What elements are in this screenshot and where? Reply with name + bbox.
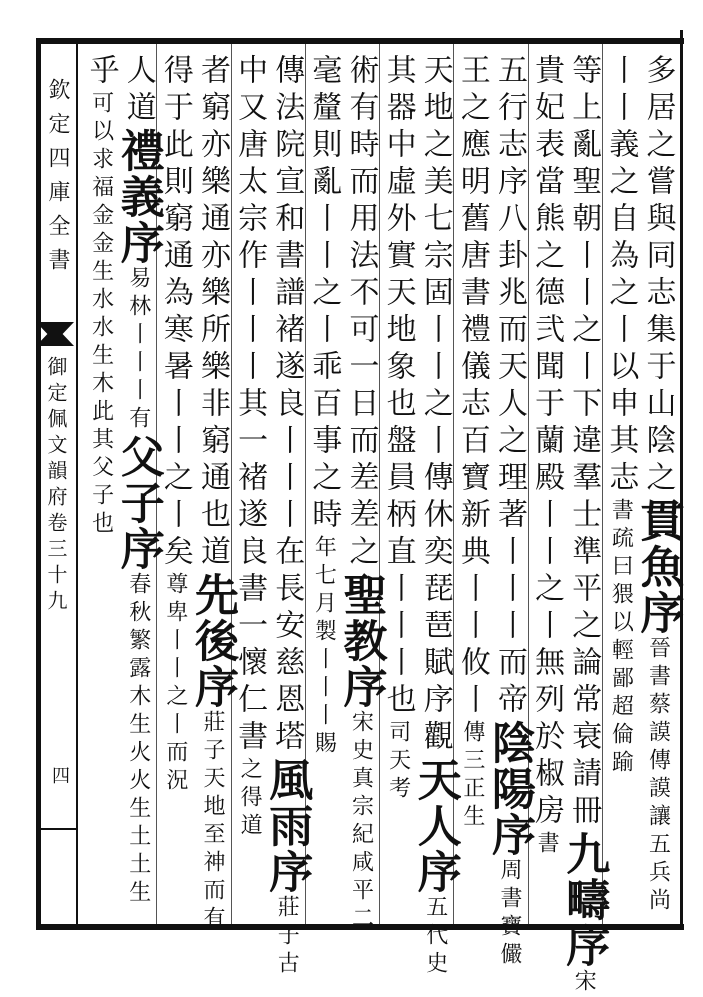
body-text: 得于此則窮通為寒暑丨丨之丨矣 (157, 54, 193, 572)
citation-note: 傳三正生 (459, 720, 485, 832)
entry-heading: 風雨序 (261, 757, 313, 895)
body-text: 多居之嘗與同志集于山陰之 (640, 54, 676, 498)
entry-heading: 先後序 (186, 572, 238, 710)
fish-tail-mark-icon (36, 322, 74, 346)
entry-heading: 九疇序 (558, 831, 610, 969)
body-text: 丨丨義之自為之丨以申其志 (603, 54, 639, 498)
entry-heading: 天人序 (409, 757, 461, 895)
body-text: 五行志序八卦兆而天人之理著丨丨丨而帝 (491, 54, 527, 720)
margin-page-rule (36, 828, 76, 830)
citation-note: 周書寶儼 (496, 858, 522, 970)
citation-note: 宋史真宗紀咸平二 (348, 710, 374, 934)
body-text: 乎 (83, 54, 119, 91)
margin-page-number: 四 (49, 766, 70, 784)
body-text: 貴妃表當熊之德弐聞于蘭殿丨丨之丨無列於椒房 (529, 54, 565, 831)
body-text: 者窮亦樂通亦樂所樂非窮通也道 (194, 54, 230, 572)
citation-note: 五代史 (422, 895, 448, 979)
citation-note: 莊子天地至神而有 (199, 710, 225, 934)
entry-heading: 貫魚序 (632, 498, 684, 636)
citation-note: 尊卑丨丨之丨而況 (162, 572, 188, 796)
citation-note: 之得道 (237, 757, 263, 841)
body-text: 其器中虛外實天地象也盤員柄直丨丨丨也 (380, 54, 416, 720)
body-text: 人道 (120, 54, 156, 128)
text-column (75, 54, 127, 539)
citation-note: 晉書蔡謨傳謨讓五兵尚 (645, 636, 671, 916)
body-text: 毫釐則亂丨丨之丨乖百事之時 (306, 54, 342, 535)
body-text: 王之應明舊唐書禮儀志百寶新典丨丨攸丨 (454, 54, 490, 720)
body-text: 中又唐太宗作丨丨丨其一褚遂良書一懷仁書 (232, 54, 268, 757)
entry-heading: 父子序 (112, 434, 164, 572)
entry-heading: 聖教序 (335, 572, 387, 710)
citation-note: 司天考 (385, 720, 411, 804)
citation-note: 書 (534, 831, 560, 859)
entry-heading: 陰陽序 (483, 720, 535, 858)
citation-note: 莊子古 (274, 895, 300, 979)
margin-book-title: 御定佩文韻府卷三十九 (44, 356, 68, 616)
body-text: 天地之美七宗固丨丨之丨傳休奕琵琶賦序觀 (417, 54, 453, 757)
citation-note: 書疏曰猥以輕鄙超倫踰 (608, 498, 634, 778)
body-text: 傳法院宣和書譜褚遂良丨丨丨在長安慈恩塔 (269, 54, 305, 757)
citation-note: 可以求福 (88, 91, 114, 203)
citation-note: 易林丨丨丨有 (125, 266, 151, 434)
margin-column (36, 38, 78, 930)
citation-note: 金金生水水生木此其父子也 (88, 203, 114, 539)
citation-note: 春秋繁露木生火火生土土生 (125, 572, 151, 908)
body-text: 等上亂聖朝丨丨之丨下違羣士準平之論常衰請冊 (566, 54, 602, 831)
margin-title: 欽定四庫全書 (45, 78, 70, 282)
citation-note: 年七月製丨丨丨賜 (311, 535, 337, 759)
body-text: 術有時而用法不可一日而差差之 (343, 54, 379, 572)
citation-note: 宋 (571, 969, 597, 997)
entry-heading: 禮義序 (112, 128, 164, 266)
